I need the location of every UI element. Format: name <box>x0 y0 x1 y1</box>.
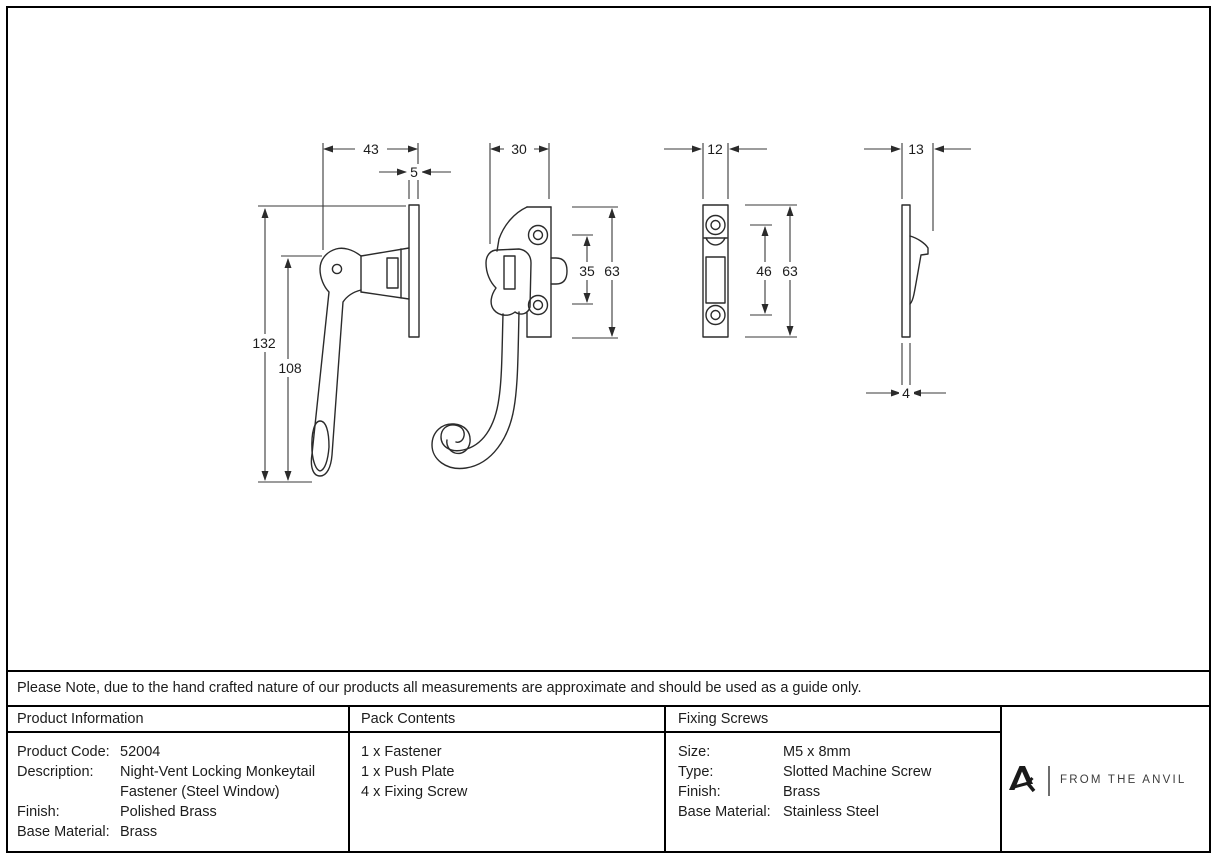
list-item: 1 x Fastener <box>361 744 442 760</box>
screw-hole <box>706 216 725 235</box>
pack-contents-header: Pack Contents <box>361 711 456 727</box>
screw-hole <box>706 306 725 325</box>
push-plate-side-view <box>864 141 971 401</box>
table-row: Product Code: 52004 <box>17 744 161 760</box>
plate-slot <box>706 257 725 303</box>
screw-hole <box>529 296 548 315</box>
push-plate-side <box>902 205 910 337</box>
table-column-divider <box>1000 705 1002 853</box>
handle-outline <box>311 248 361 476</box>
catch-tab <box>551 258 567 284</box>
product-information-header: Product Information <box>17 711 144 727</box>
latch-head <box>486 249 531 315</box>
table-column-divider <box>348 705 350 853</box>
measurement-note: Please Note, due to the hand crafted nature of our products all measurements are approximate and should be used as a guide only. <box>17 680 862 696</box>
sprung-catch-detail <box>706 238 725 245</box>
table-row: Base Material: Stainless Steel <box>678 804 879 820</box>
pack-contents-cell <box>361 742 651 802</box>
table-row: Description: Night-Vent Locking Monkeytail Fastener (Steel Window) <box>17 764 316 800</box>
list-item: 1 x Push Plate <box>361 764 455 780</box>
fixing-screws-header: Fixing Screws <box>678 711 769 727</box>
dim-label: 63 <box>782 263 798 279</box>
cam-housing-curve <box>497 207 527 251</box>
table-header-divider <box>6 731 1002 733</box>
screw-hole <box>529 226 548 245</box>
monkeytail-inner <box>441 314 503 451</box>
list-item: 4 x Fixing Screw <box>361 784 468 800</box>
dim-label: 108 <box>278 360 302 376</box>
note-row-divider <box>6 670 1211 672</box>
catch-profile <box>910 236 928 304</box>
fastener-front-view <box>432 141 626 468</box>
table-top-divider <box>6 705 1211 707</box>
dim-label: 43 <box>363 141 379 157</box>
pivot-hole <box>332 264 341 273</box>
brand-wordmark: FROM THE ANVIL <box>1060 774 1187 786</box>
table-row: Finish: Brass <box>678 784 821 800</box>
dim-label: 63 <box>604 263 620 279</box>
boss-detail <box>387 258 398 288</box>
brand-logo-icon <box>1006 763 1042 793</box>
handle-tip-detail <box>312 421 329 471</box>
product-information-cell <box>17 742 345 842</box>
logo-divider <box>1048 766 1050 796</box>
table-row: Finish: Polished Brass <box>17 804 217 820</box>
dim-label: 132 <box>252 335 276 351</box>
fixing-screws-cell <box>678 742 993 822</box>
dim-label: 13 <box>908 141 924 157</box>
fastener-side-view <box>247 141 451 482</box>
dim-label: 12 <box>707 141 723 157</box>
dim-label: 4 <box>902 385 910 401</box>
dim-label: 5 <box>410 164 418 180</box>
dim-label: 30 <box>511 141 527 157</box>
table-row: Size: M5 x 8mm <box>678 744 851 760</box>
table-row: Type: Slotted Machine Screw <box>678 764 932 780</box>
push-plate-front-view <box>664 141 803 337</box>
dim-label: 46 <box>756 263 772 279</box>
table-column-divider <box>664 705 666 853</box>
backplate-side <box>409 205 419 337</box>
dim-label: 35 <box>579 263 595 279</box>
table-row: Base Material: Brass <box>17 824 158 840</box>
latch-slot <box>504 256 515 289</box>
